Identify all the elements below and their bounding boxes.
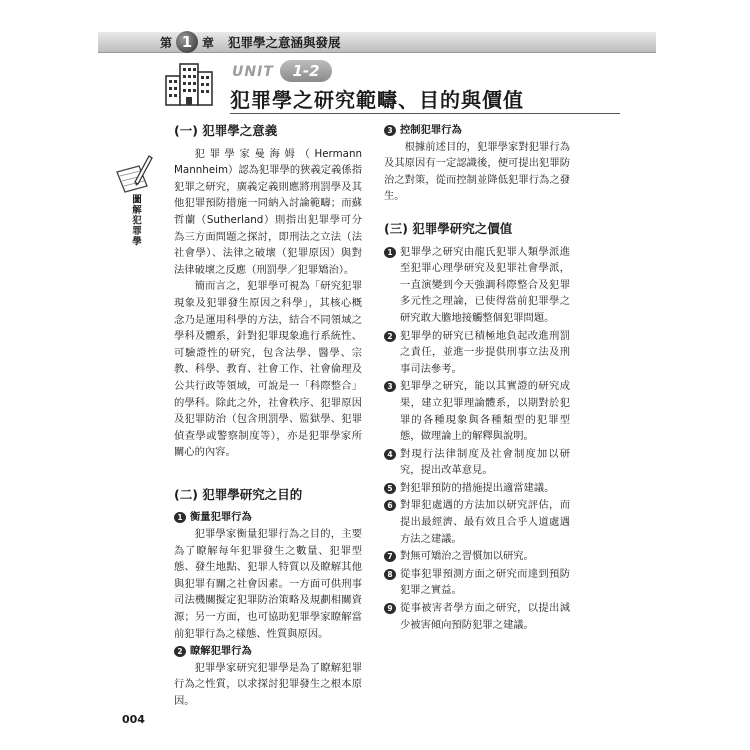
- purpose-item-1-text: 犯罪學家衡量犯罪行為之目的，主要為了瞭解每年犯罪發生之數量、犯罪型態、發生地點、犯罪人特質以及瞭解其他與犯罪有關之社會因素。一方面可供刑事司法機關擬定犯罪防治策略及規劃相關資源；另一方面，也可協助犯罪學家瞭解當前犯罪行為之樣態、性質與原因。: [174, 528, 362, 640]
- number-badge: 3: [384, 381, 396, 392]
- list-item: [384, 328, 570, 378]
- chapter-suffix: 章: [202, 35, 215, 50]
- section-heading-value: (三) 犯罪學研究之價值: [384, 220, 513, 236]
- number-badge: 3: [384, 125, 396, 136]
- value-item-text: 犯罪學之研究由龍氏犯罪人類學派進至犯罪心理學研究及犯罪社會學派，一直演變到今天強調科際整合及犯罪多元性之理論，已使得當前犯罪學之研究敢大膽地接觸整個犯罪問題。: [400, 245, 570, 324]
- list-item: [384, 600, 570, 633]
- purpose-item-1-title: 衡量犯罪行為: [190, 511, 252, 524]
- purpose-item-3-text: 根據前述目的，犯罪學家對犯罪行為及其原因有一定認識後，便可提出犯罪防治之對策，從而控制並降低犯罪行為之發生。: [384, 140, 570, 203]
- chapter-title: 犯罪學之意涵與發展: [228, 35, 341, 50]
- number-badge: 9: [384, 603, 396, 614]
- number-badge: 4: [384, 449, 396, 460]
- unit-label: UNIT: [232, 64, 274, 80]
- number-badge: 5: [384, 483, 396, 494]
- building-icon: [165, 62, 213, 106]
- number-badge: 2: [384, 331, 396, 342]
- value-item-text: 從事犯罪預測方面之研究而達到預防犯罪之實益。: [400, 567, 570, 597]
- list-item: [384, 497, 570, 547]
- number-badge: 6: [384, 500, 396, 511]
- value-item-text: 犯罪學的研究已積極地負起改進刑罰之責任，並進一步提供刑事立法及刑事司法參考。: [400, 329, 570, 375]
- section-heading-meaning: (一) 犯罪學之意義: [174, 123, 278, 138]
- value-item-text: 對罪犯處遇的方法加以研究評估，而提出最經濟、最有效且合乎人道處遇方法之建議。: [400, 499, 570, 545]
- purpose-item-2-text: 犯罪學家研究犯罪學是為了瞭解犯罪行為之性質，以求探討犯罪發生之根本原因。: [174, 661, 362, 707]
- chapter-number-badge: 1: [176, 31, 198, 53]
- purpose-item-3-title-row: [384, 122, 570, 139]
- list-item: [384, 548, 570, 565]
- number-badge: 1: [174, 512, 186, 523]
- purpose-item-1-title-row: [174, 509, 362, 526]
- paragraph-definition: 犯罪學家曼海姆（Hermann Mannheim）認為犯罪學的狹義定義係指犯罪之研究，廣義定義則應將刑罰學及其他犯罪預防措施一同納入討論範疇；而蘇哲蘭（Sutherland）則指出犯罪學可分為三方面問題之探討，即刑法之立法（法社會學）、法律之破壞（犯罪原因）與對法律破壞之反應（刑罰學／犯罪矯治）。: [174, 147, 362, 276]
- list-item: [384, 480, 570, 497]
- chapter-heading: [160, 30, 341, 54]
- purpose-item-2-title-row: [174, 643, 362, 660]
- side-tab-label: 圖解犯罪學: [130, 194, 141, 247]
- unit-number-badge: 1-2: [280, 60, 332, 82]
- page-number: 004: [122, 713, 145, 726]
- section-heading-purpose: (二) 犯罪學研究之目的: [174, 486, 303, 502]
- value-item-text: 犯罪學之研究，能以其實證的研究成果，建立犯罪理論體系，以期對於犯罪的各種現象與各種類型的犯罪型態，做理論上的解釋與說明。: [400, 380, 570, 443]
- chapter-prefix: 第: [160, 35, 173, 50]
- list-item: [384, 378, 570, 444]
- value-list: [384, 244, 570, 634]
- number-badge: 1: [384, 247, 396, 258]
- unit-title: 犯罪學之研究範疇、目的與價值: [230, 88, 524, 112]
- value-item-text: 對現行法律制度及社會制度加以研究，提出改革意見。: [400, 447, 570, 477]
- purpose-item-3-title: 控制犯罪行為: [400, 124, 462, 136]
- list-item: [384, 446, 570, 479]
- notebook-pen-icon: [113, 152, 155, 196]
- list-item: [384, 244, 570, 327]
- value-item-text: 對犯罪預防的措施提出適當建議。: [400, 481, 555, 494]
- list-item: [384, 566, 570, 599]
- unit-title-underline: [230, 113, 620, 114]
- number-badge: 7: [384, 551, 396, 562]
- left-column: [174, 121, 362, 710]
- number-badge: 2: [174, 646, 186, 657]
- value-item-text: 從事被害者學方面之研究，以提出減少被害傾向預防犯罪之建議。: [400, 602, 570, 631]
- paragraph-summary: 簡而言之，犯罪學可視為「研究犯罪現象及犯罪發生原因之科學」，其核心概念乃是運用科學的方法，結合不同領域之學科及體系，針對犯罪現象進行系統性、可驗證性的研究，包含法學、醫學、宗教、科學、教育、社會工作、社會倫理及公共行政等領域，可說是一「科際整合」的學科。除此之外，社會秩序、犯罪原因及犯罪防治（包含刑罰學、監獄學、犯罪偵查學或警察制度等），亦是犯罪學家所關心的內容。: [174, 280, 362, 459]
- number-badge: 8: [384, 569, 396, 580]
- right-column: [384, 121, 570, 633]
- purpose-item-2-title: 瞭解犯罪行為: [190, 645, 252, 658]
- value-item-text: 對無可矯治之習慣加以研究。: [400, 550, 534, 563]
